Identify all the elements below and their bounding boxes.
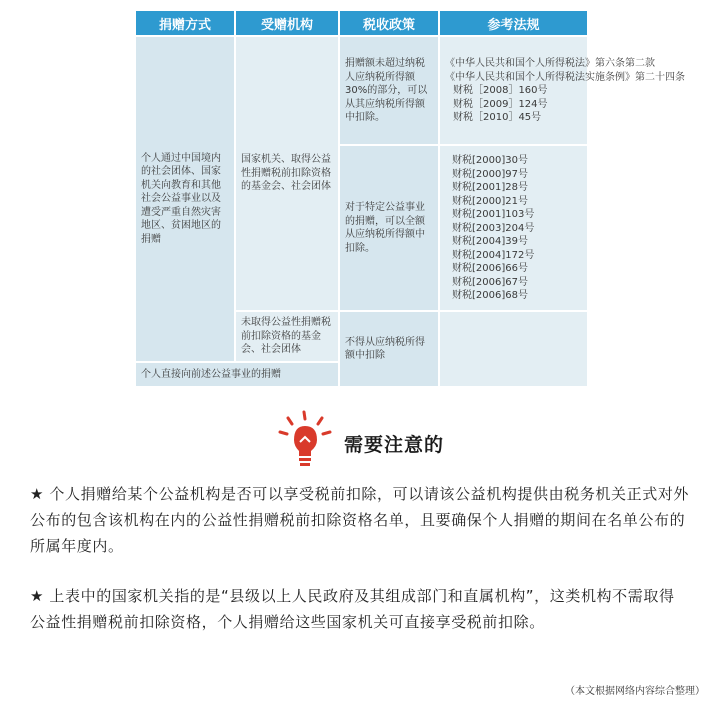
laws-full-cell [439,145,588,311]
law-item: 财税[2000]97号 [452,168,528,180]
laws-empty-cell [439,311,588,387]
policy-30-cell: 捐赠额未超过纳税人应纳税所得额30%的部分，可以从其应纳税所得额中扣除。 [339,36,439,145]
tax-policy-table [134,9,685,388]
note-paragraph-2: ★ 上表中的国家机关指的是“县级以上人民政府及其组成部门和直属机构”，这类机构不需取得公益性捐赠税前扣除资格，个人捐赠给这些国家机关可直接享受税前扣除。 [30,587,675,631]
law-item: 财税[2006]67号 [452,276,528,288]
law-item: 财税［2009］124号 [453,98,548,110]
law-item: 财税[2001]103号 [452,209,535,221]
law-item: 财税[2006]66号 [452,263,528,275]
law-item: 财税[2004]172号 [452,249,535,261]
law-item: 《中华人民共和国个人所得税法实施条例》第二十四条 [445,71,685,83]
header-method: 捐赠方式 [135,10,235,36]
law-item: 财税[2003]204号 [452,222,535,234]
method-direct-cell: 个人直接向前述公益事业的捐赠 [135,362,339,387]
note-paragraph-1: ★ 个人捐赠给某个公益机构是否可以享受税前扣除，可以请该公益机构提供由税务机关正式对外公布的包含该机构在内的公益性捐赠税前扣除资格名单，且要确保个人捐赠的期间在名单公布的所属年度内。 [30,485,690,555]
table-row [135,36,588,145]
method-main-cell: 个人通过中国境内的社会团体、国家机关向教育和其他社会公益事业以及遭受严重自然灾害地区、贫困地区的捐赠 [135,36,235,361]
law-item: 《中华人民共和国个人所得税法》第六条第二款 [445,58,655,70]
law-item: 财税[2004]39号 [452,236,528,248]
table-header-row [135,10,588,36]
notice-heading [274,410,474,470]
notice-title: 需要注意的 [344,434,445,456]
org-qualified-cell: 国家机关、取得公益性捐赠税前扣除资格的基金会、社会团体 [235,36,339,311]
law-item: 财税［2008］160号 [453,85,548,97]
policy-full-cell: 对于特定公益事业的捐赠，可以全额从应纳税所得额中扣除。 [339,145,439,311]
header-recipient: 受赠机构 [235,10,339,36]
law-item: 财税［2010］45号 [453,112,542,124]
law-item: 财税[2000]21号 [452,195,528,207]
law-item: 财税[2001]28号 [452,182,528,194]
law-item: 财税[2000]30号 [452,155,528,167]
org-unqualified-cell: 未取得公益性捐赠税前扣除资格的基金会、社会团体 [235,311,339,362]
header-laws: 参考法规 [439,10,588,36]
policy-none-cell: 不得从应纳税所得额中扣除 [339,311,439,387]
law-item: 财税[2006]68号 [452,290,528,302]
laws-30-cell [439,36,685,145]
header-policy: 税收政策 [339,10,439,36]
source-note: （本文根据网络内容综合整理） [565,686,705,697]
lightbulb-icon [274,410,338,470]
